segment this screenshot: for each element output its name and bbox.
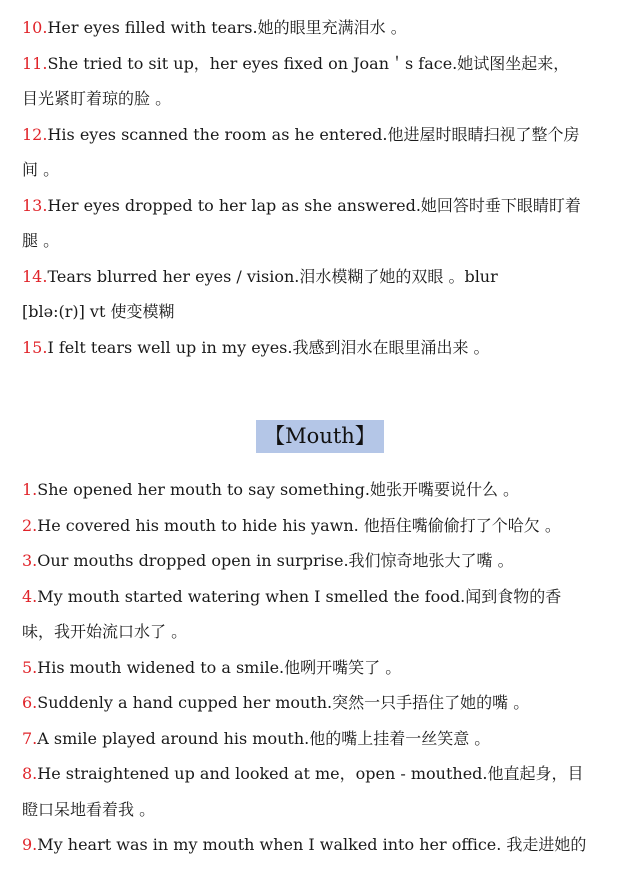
eyes-item-13 [22, 196, 622, 216]
item-text: My heart was in my mouth when I walked into her office. 我走进她的 [37, 835, 587, 854]
item-text: 味，我开始流口水了 。 [22, 622, 188, 641]
item-number: 8. [22, 764, 38, 783]
eyes-item-12-continued [22, 160, 622, 180]
item-text: A smile played around his mouth.他的嘴上挂着一丝笑意 。 [37, 729, 491, 748]
item-text: 腿 。 [22, 231, 60, 250]
item-text: Our mouths dropped open in surprise.我们惊奇地张大了嘴 。 [37, 551, 514, 570]
mouth-item-6 [22, 693, 622, 713]
eyes-item-13-continued [22, 231, 622, 251]
item-text: Her eyes dropped to her lap as she answered.她回答时垂下眼睛盯着 [47, 196, 581, 215]
mouth-item-4 [22, 587, 622, 607]
item-number: 10. [22, 18, 48, 37]
eyes-item-11 [22, 54, 622, 74]
item-number: 11. [22, 54, 48, 73]
mouth-item-5 [22, 658, 622, 678]
item-number: 1. [22, 480, 38, 499]
item-number: 5. [22, 658, 38, 677]
item-number: 4. [22, 587, 38, 606]
item-text: Her eyes filled with tears.她的眼里充满泪水 。 [47, 18, 407, 37]
eyes-item-11-continued [22, 89, 622, 109]
mouth-item-8 [22, 764, 622, 784]
mouth-item-1 [22, 480, 622, 500]
item-number: 6. [22, 693, 38, 712]
mouth-item-8-continued [22, 800, 622, 820]
item-text: My mouth started watering when I smelled the food.闻到食物的香 [37, 587, 562, 606]
eyes-item-12 [22, 125, 622, 145]
item-text: His eyes scanned the room as he entered.他进屋时眼睛扫视了整个房 [47, 125, 580, 144]
item-number: 15. [22, 338, 48, 357]
section-heading-mouth: 【Mouth】 [256, 420, 384, 453]
eyes-item-10 [22, 18, 622, 38]
item-text: 瞪口呆地看着我 。 [22, 800, 156, 819]
item-number: 14. [22, 267, 48, 286]
eyes-item-14-continued [22, 302, 622, 322]
item-number: 2. [22, 516, 38, 535]
mouth-item-7 [22, 729, 622, 749]
item-number: 9. [22, 835, 38, 854]
item-text: 间 。 [22, 160, 60, 179]
item-text: She opened her mouth to say something.她张开嘴要说什么 。 [37, 480, 520, 499]
item-text: She tried to sit up，her eyes fixed on Joan＇s face.她试图坐起来， [47, 54, 570, 73]
eyes-item-14 [22, 267, 622, 287]
mouth-item-9 [22, 835, 622, 855]
item-number: 13. [22, 196, 48, 215]
item-text: Suddenly a hand cupped her mouth.突然一只手捂住了她的嘴 。 [37, 693, 530, 712]
item-text: 目光紧盯着琼的脸 。 [22, 89, 172, 108]
mouth-item-4-continued [22, 622, 622, 642]
item-number: 7. [22, 729, 38, 748]
item-text: Tears blurred her eyes / vision.泪水模糊了她的双眼 。blur [47, 267, 498, 286]
item-text: His mouth widened to a smile.他咧开嘴笑了 。 [37, 658, 402, 677]
item-text: I felt tears well up in my eyes.我感到泪水在眼里涌出来 。 [47, 338, 490, 357]
item-text: [blə:(r)] vt 使变模糊 [22, 302, 175, 321]
item-number: 12. [22, 125, 48, 144]
mouth-item-2 [22, 516, 622, 536]
eyes-item-15 [22, 338, 622, 358]
mouth-item-3 [22, 551, 622, 571]
item-number: 3. [22, 551, 38, 570]
item-text: He covered his mouth to hide his yawn. 他捂住嘴偷偷打了个哈欠 。 [37, 516, 561, 535]
item-text: He straightened up and looked at me，open - mouthed.他直起身，目 [37, 764, 584, 783]
